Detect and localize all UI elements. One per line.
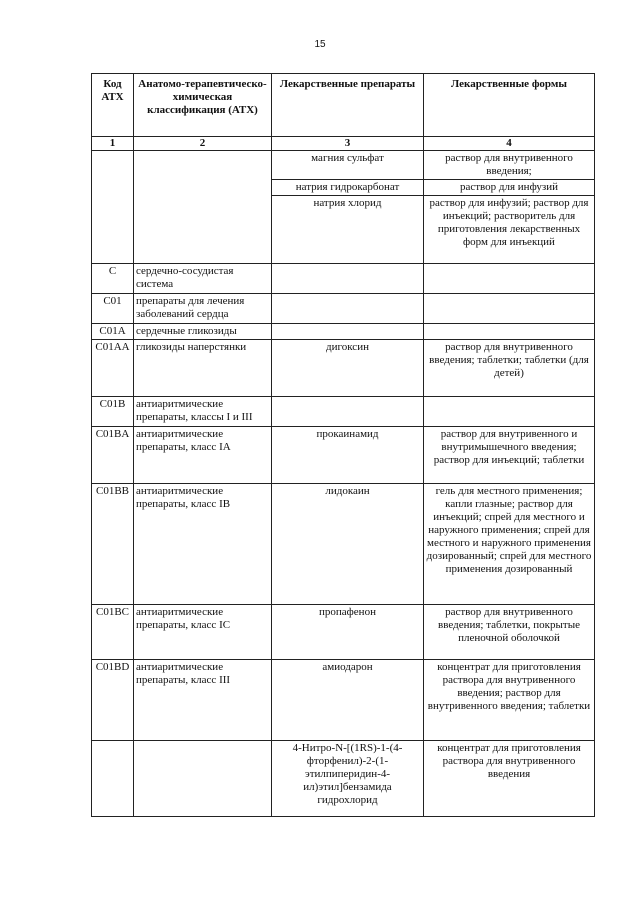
atx-class-cell: антиаритмические препараты, класс IB: [134, 484, 272, 605]
dosage-forms-cell: раствор для внутривенного и внутримышечного введения; раствор для инъекций; таблетки: [424, 427, 595, 484]
header-drugs: Лекарственные препараты: [272, 74, 424, 137]
table-header-row: [92, 74, 595, 137]
atx-code-cell: C01: [92, 294, 134, 324]
atx-class-cell: антиаритмические препараты, класс IC: [134, 605, 272, 660]
header-atx-code: Код АТХ: [92, 74, 134, 137]
column-index: 3: [272, 137, 424, 151]
dosage-forms-cell: раствор для инфузий: [424, 180, 595, 196]
atx-code-cell: C01BD: [92, 660, 134, 741]
dosage-forms-cell: [424, 294, 595, 324]
atx-class-cell: препараты для лечения заболеваний сердца: [134, 294, 272, 324]
table-row: [92, 294, 595, 324]
atx-class-cell: антиаритмические препараты, класс IA: [134, 427, 272, 484]
dosage-forms-cell: гель для местного применения; капли глазные; раствор для инъекций; спрей для местного и наружного применения; спрей для местного и наружного применения дозированный; спрей для местного применения дозированный: [424, 484, 595, 605]
drug-cell: [272, 294, 424, 324]
atx-class-cell: [134, 151, 272, 264]
header-atx-classification: Анатомо-терапевтическо-химическая классификация (АТХ): [134, 74, 272, 137]
atx-code-cell: C: [92, 264, 134, 294]
atx-class-cell: [134, 741, 272, 817]
dosage-forms-cell: раствор для внутривенного введения; таблетки, покрытые пленочной оболочкой: [424, 605, 595, 660]
atx-class-cell: антиаритмические препараты, класс III: [134, 660, 272, 741]
page-number: 15: [314, 39, 326, 50]
drug-cell: натрия гидрокарбонат: [272, 180, 424, 196]
dosage-forms-cell: раствор для внутривенного введения;: [424, 151, 595, 180]
table-row: [92, 264, 595, 294]
dosage-forms-cell: раствор для внутривенного введения; таблетки; таблетки (для детей): [424, 340, 595, 397]
column-index: 4: [424, 137, 595, 151]
table-row: [92, 151, 595, 180]
dosage-forms-cell: [424, 324, 595, 340]
drug-cell: магния сульфат: [272, 151, 424, 180]
atx-code-cell: C01BA: [92, 427, 134, 484]
table-row: [92, 741, 595, 817]
atx-code-cell: C01B: [92, 397, 134, 427]
dosage-forms-cell: [424, 397, 595, 427]
drug-cell: пропафенон: [272, 605, 424, 660]
table-row: [92, 660, 595, 741]
drug-cell: 4-Нитро-N-[(1RS)-1-(4-фторфенил)-2-(1-этилпиперидин-4-ил)этил]бензамида гидрохлорид: [272, 741, 424, 817]
atx-code-cell: [92, 741, 134, 817]
dosage-forms-cell: [424, 264, 595, 294]
atx-class-cell: сердечно-сосудистая система: [134, 264, 272, 294]
drug-cell: амиодарон: [272, 660, 424, 741]
dosage-forms-cell: раствор для инфузий; раствор для инъекций; растворитель для приготовления лекарственных форм для инъекций: [424, 196, 595, 264]
atx-code-cell: C01AA: [92, 340, 134, 397]
header-dosage-forms: Лекарственные формы: [424, 74, 595, 137]
table-row: [92, 605, 595, 660]
atx-code-cell: [92, 151, 134, 264]
column-index: 2: [134, 137, 272, 151]
table-row: [92, 484, 595, 605]
drug-cell: дигоксин: [272, 340, 424, 397]
atx-class-cell: гликозиды наперстянки: [134, 340, 272, 397]
drug-cell: [272, 264, 424, 294]
table-row: [92, 397, 595, 427]
dosage-forms-cell: концентрат для приготовления раствора для внутривенного введения; раствор для внутривенного введения; таблетки: [424, 660, 595, 741]
table-row: [92, 427, 595, 484]
drug-cell: прокаинамид: [272, 427, 424, 484]
atx-drug-table: [91, 73, 595, 817]
atx-code-cell: C01BC: [92, 605, 134, 660]
drug-cell: натрия хлорид: [272, 196, 424, 264]
drug-cell: [272, 324, 424, 340]
column-index-row: [92, 137, 595, 151]
atx-code-cell: C01BB: [92, 484, 134, 605]
drug-cell: лидокаин: [272, 484, 424, 605]
table-row: [92, 340, 595, 397]
column-index: 1: [92, 137, 134, 151]
dosage-forms-cell: концентрат для приготовления раствора для внутривенного введения: [424, 741, 595, 817]
drug-cell: [272, 397, 424, 427]
atx-class-cell: антиаритмические препараты, классы I и III: [134, 397, 272, 427]
atx-code-cell: C01A: [92, 324, 134, 340]
atx-class-cell: сердечные гликозиды: [134, 324, 272, 340]
table-row: [92, 324, 595, 340]
